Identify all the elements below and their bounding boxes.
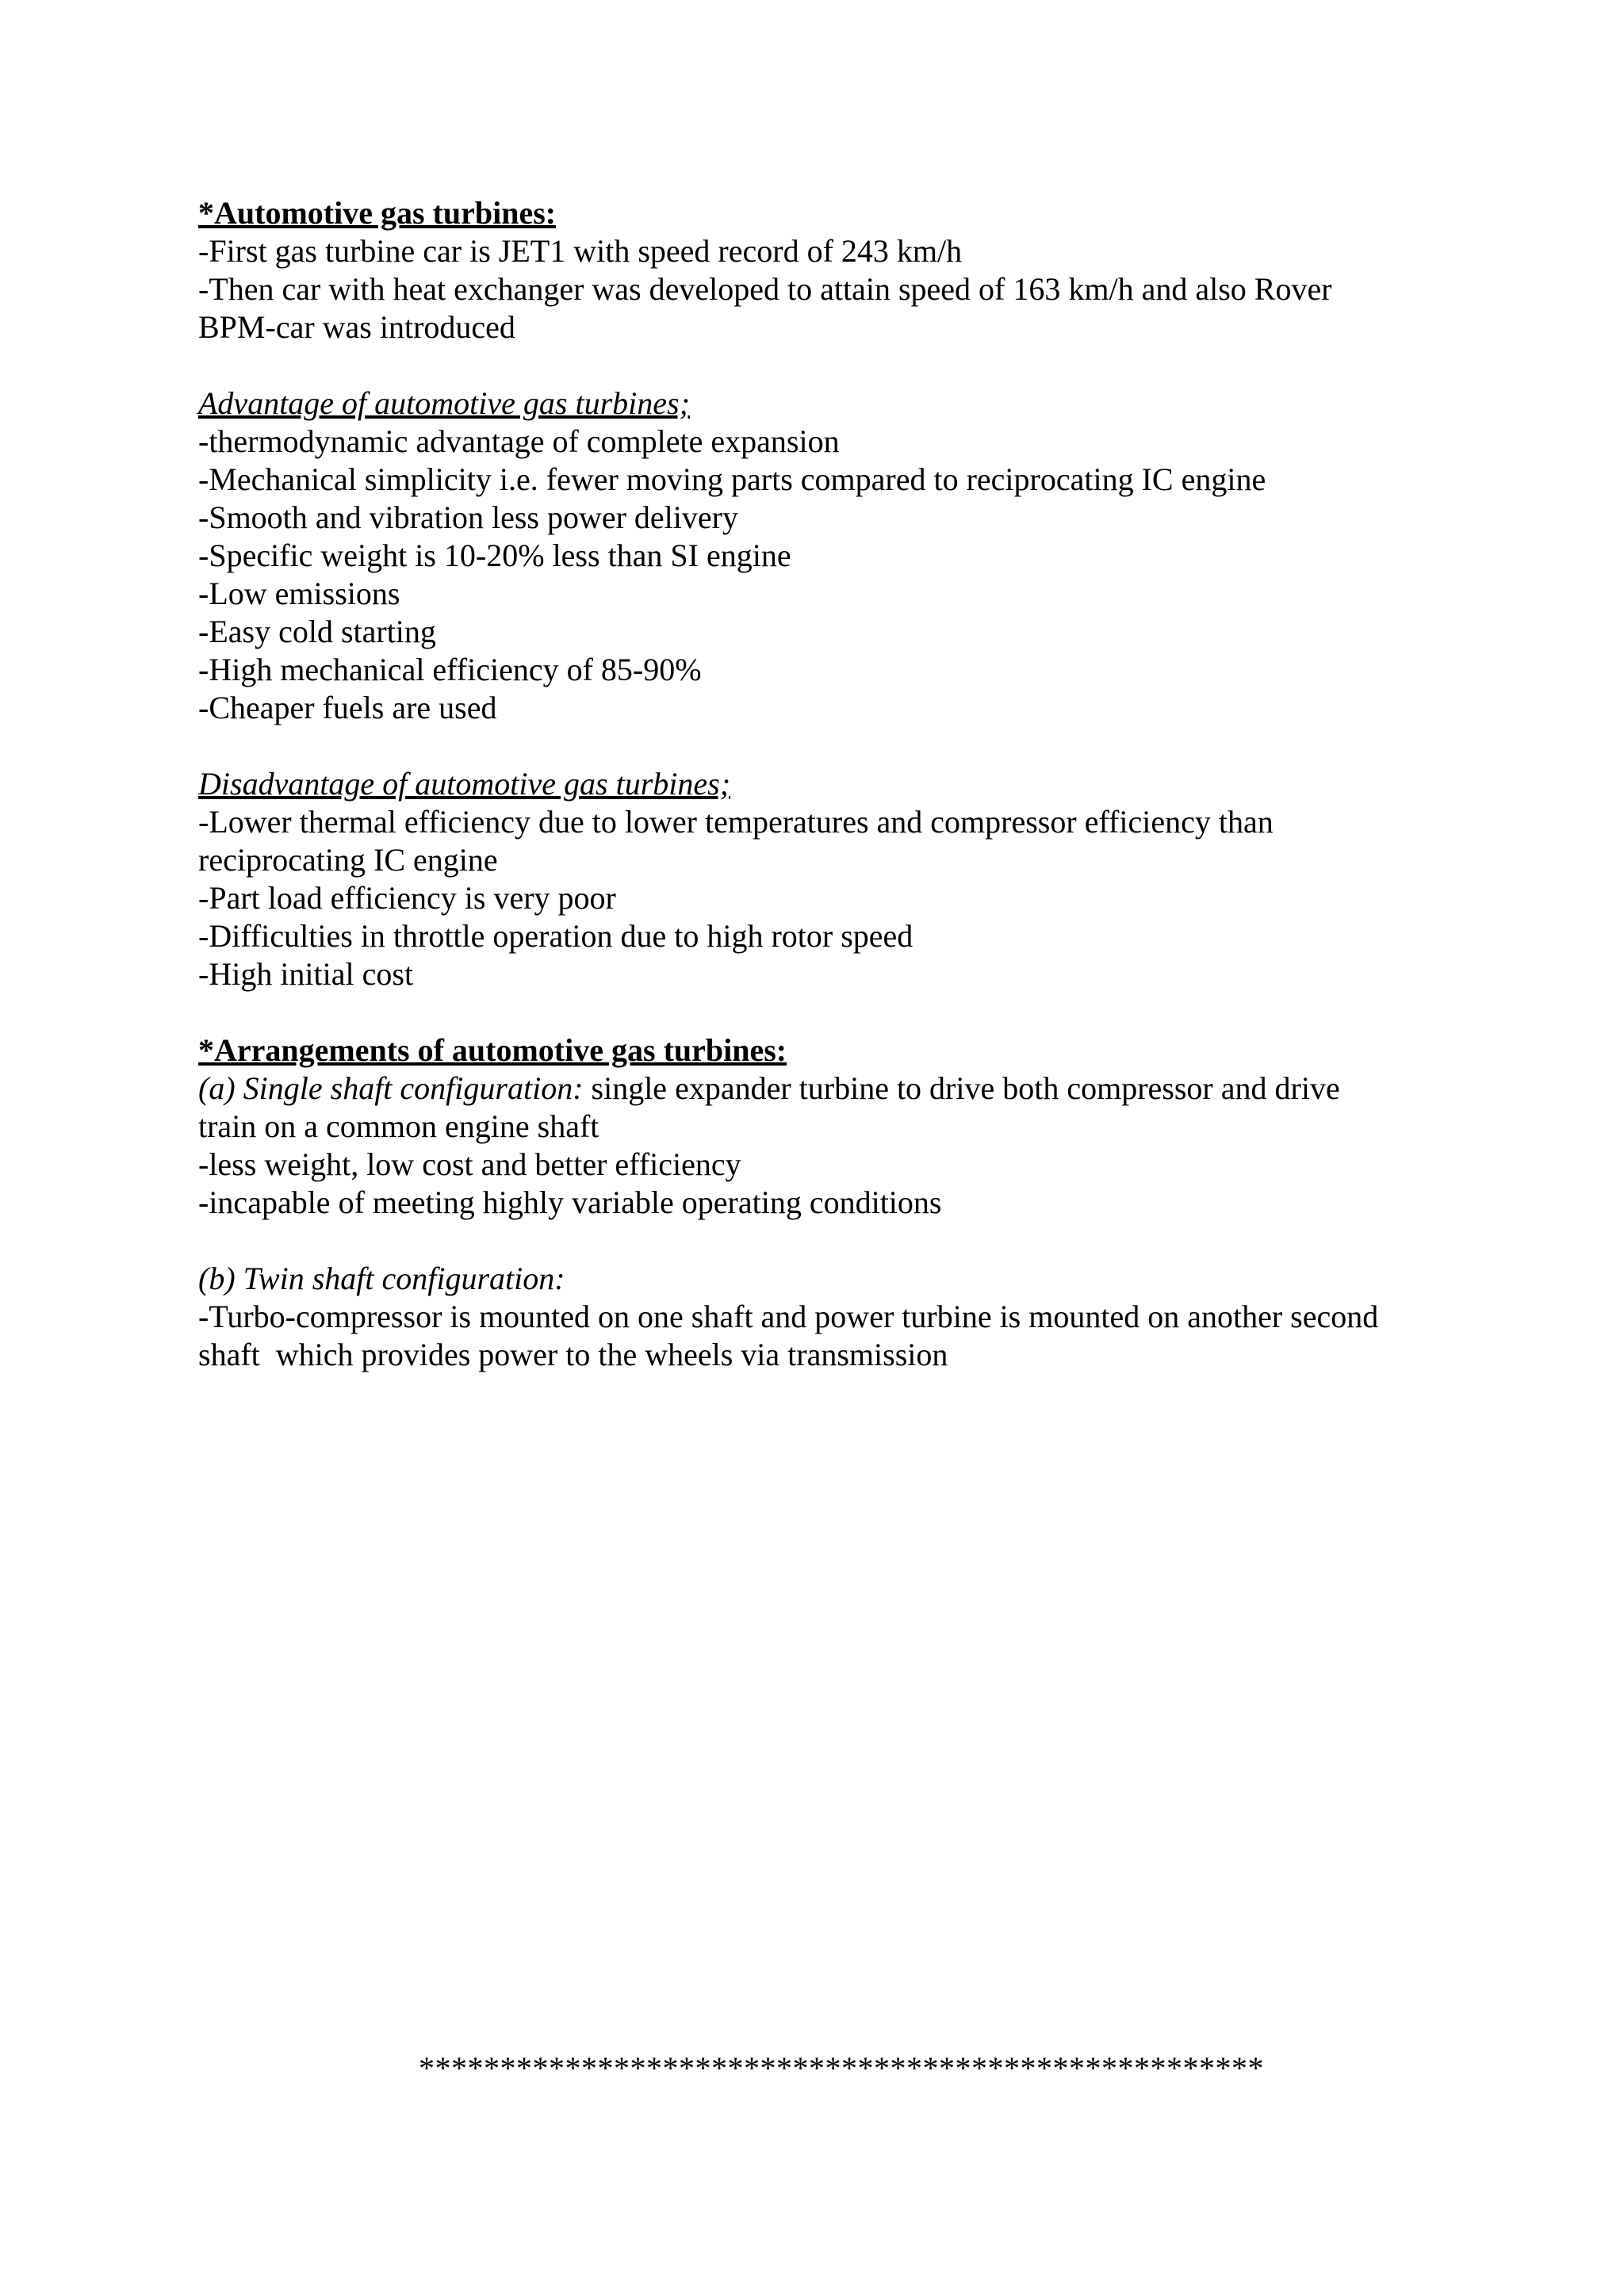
disadvantage-item: -Lower thermal efficiency due to lower temperatures and compressor efficiency than xyxy=(198,804,1274,840)
advantage-item: -thermodynamic advantage of complete expansion xyxy=(198,423,840,459)
disadvantage-item: -High initial cost xyxy=(198,956,414,992)
document-body xyxy=(198,194,1467,1374)
single-shaft-detail: train on a common engine shaft xyxy=(198,1108,599,1144)
spacer xyxy=(198,727,1467,765)
section-heading-automotive-gas-turbines: *Automotive gas turbines: xyxy=(198,195,557,231)
disadvantage-item: -Part load efficiency is very poor xyxy=(198,880,616,916)
advantage-item: -Specific weight is 10-20% less than SI engine xyxy=(198,538,791,573)
advantage-item: -Easy cold starting xyxy=(198,614,436,649)
spacer xyxy=(198,1222,1467,1260)
advantages-heading: Advantage of automotive gas turbines; xyxy=(198,385,690,421)
twin-shaft-label: (b) Twin shaft configuration: xyxy=(198,1261,565,1296)
disadvantage-item: -Difficulties in throttle operation due to high rotor speed xyxy=(198,918,914,954)
intro-line-3: BPM-car was introduced xyxy=(198,309,515,345)
spacer xyxy=(198,993,1467,1031)
advantage-item: -Low emissions xyxy=(198,576,400,611)
section-heading-arrangements: *Arrangements of automotive gas turbines: xyxy=(198,1032,787,1068)
disadvantages-heading: Disadvantage of automotive gas turbines; xyxy=(198,766,731,802)
footer-separator-stars: **************************************************** xyxy=(419,2050,1264,2086)
intro-line-2: -Then car with heat exchanger was developed to attain speed of 163 km/h and also Rover xyxy=(198,271,1332,307)
intro-line-1: -First gas turbine car is JET1 with speed record of 243 km/h xyxy=(198,233,963,269)
single-shaft-detail: -less weight, low cost and better efficiency xyxy=(198,1146,741,1182)
disadvantage-item: reciprocating IC engine xyxy=(198,842,498,878)
spacer xyxy=(198,346,1467,385)
advantage-item: -Mechanical simplicity i.e. fewer moving parts compared to reciprocating IC engine xyxy=(198,461,1266,497)
twin-shaft-detail: shaft which provides power to the wheels via transmission xyxy=(198,1337,948,1372)
advantage-item: -Smooth and vibration less power delivery xyxy=(198,499,738,535)
twin-shaft-detail: -Turbo-compressor is mounted on one shaft and power turbine is mounted on another second xyxy=(198,1299,1379,1334)
advantage-item: -High mechanical efficiency of 85-90% xyxy=(198,652,702,687)
single-shaft-detail: -incapable of meeting highly variable operating conditions xyxy=(198,1184,942,1220)
advantage-item: -Cheaper fuels are used xyxy=(198,690,497,725)
single-shaft-text: single expander turbine to drive both compressor and drive xyxy=(583,1070,1340,1106)
single-shaft-label: (a) Single shaft configuration: xyxy=(198,1070,584,1106)
single-shaft-line xyxy=(198,1070,1467,1108)
